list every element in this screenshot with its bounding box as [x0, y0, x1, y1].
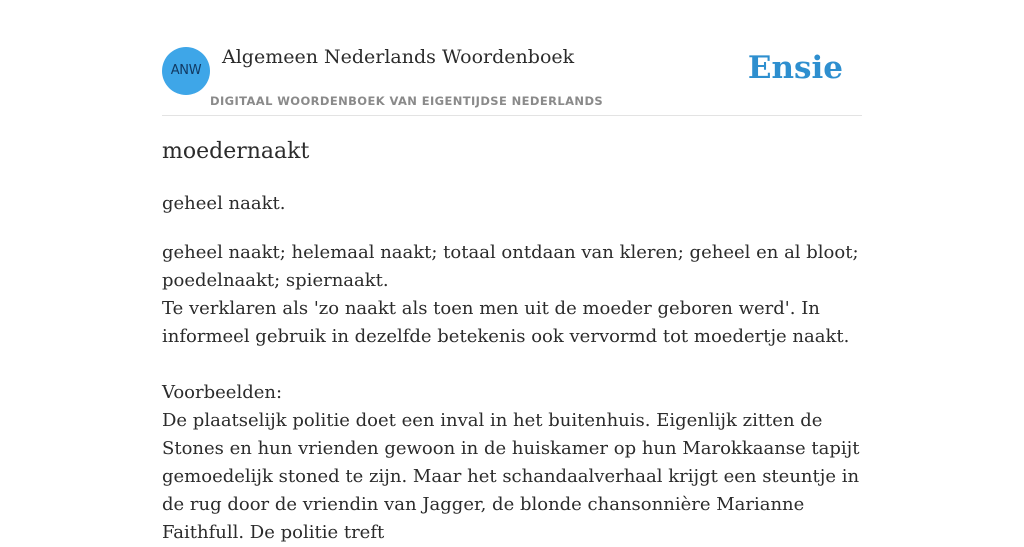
definition-text: geheel naakt; helemaal naakt; totaal ontdaan van kleren; geheel en al bloot; poedelnaakt; spiernaakt. [162, 242, 859, 291]
explanation-text: Te verklaren als 'zo naakt als toen men uit de moeder geboren werd'. In informeel gebruik in dezelfde betekenis ook vervormd tot moedertje naakt. [162, 298, 850, 347]
site-header [162, 0, 862, 116]
anw-logo[interactable]: ANW [162, 47, 210, 95]
entry-title: moedernaakt [162, 139, 310, 164]
site-subtitle: DIGITAAL WOORDENBOEK VAN EIGENTIJDSE NEDERLANDS [210, 94, 604, 108]
paragraph-gap [162, 351, 862, 379]
entry-body [162, 239, 862, 547]
examples-label: Voorbeelden: [162, 382, 283, 403]
short-definition: geheel naakt. [162, 193, 286, 214]
example-text: De plaatselijk politie doet een inval in het buitenhuis. Eigenlijk zitten de Stones en hun vrienden gewoon in de huiskamer op hun Marokkaanse tapijt gemoedelijk stoned te zijn. Maar het schandaalverhaal krijgt een steuntje in de rug door de vriendin van Jagger, de blonde chansonnière Marianne Faithfull. De politie treft [162, 410, 860, 543]
ensie-brand-logo[interactable]: Ensie [747, 50, 843, 86]
main-content [162, 0, 862, 543]
site-title[interactable]: Algemeen Nederlands Woordenboek [222, 46, 575, 68]
